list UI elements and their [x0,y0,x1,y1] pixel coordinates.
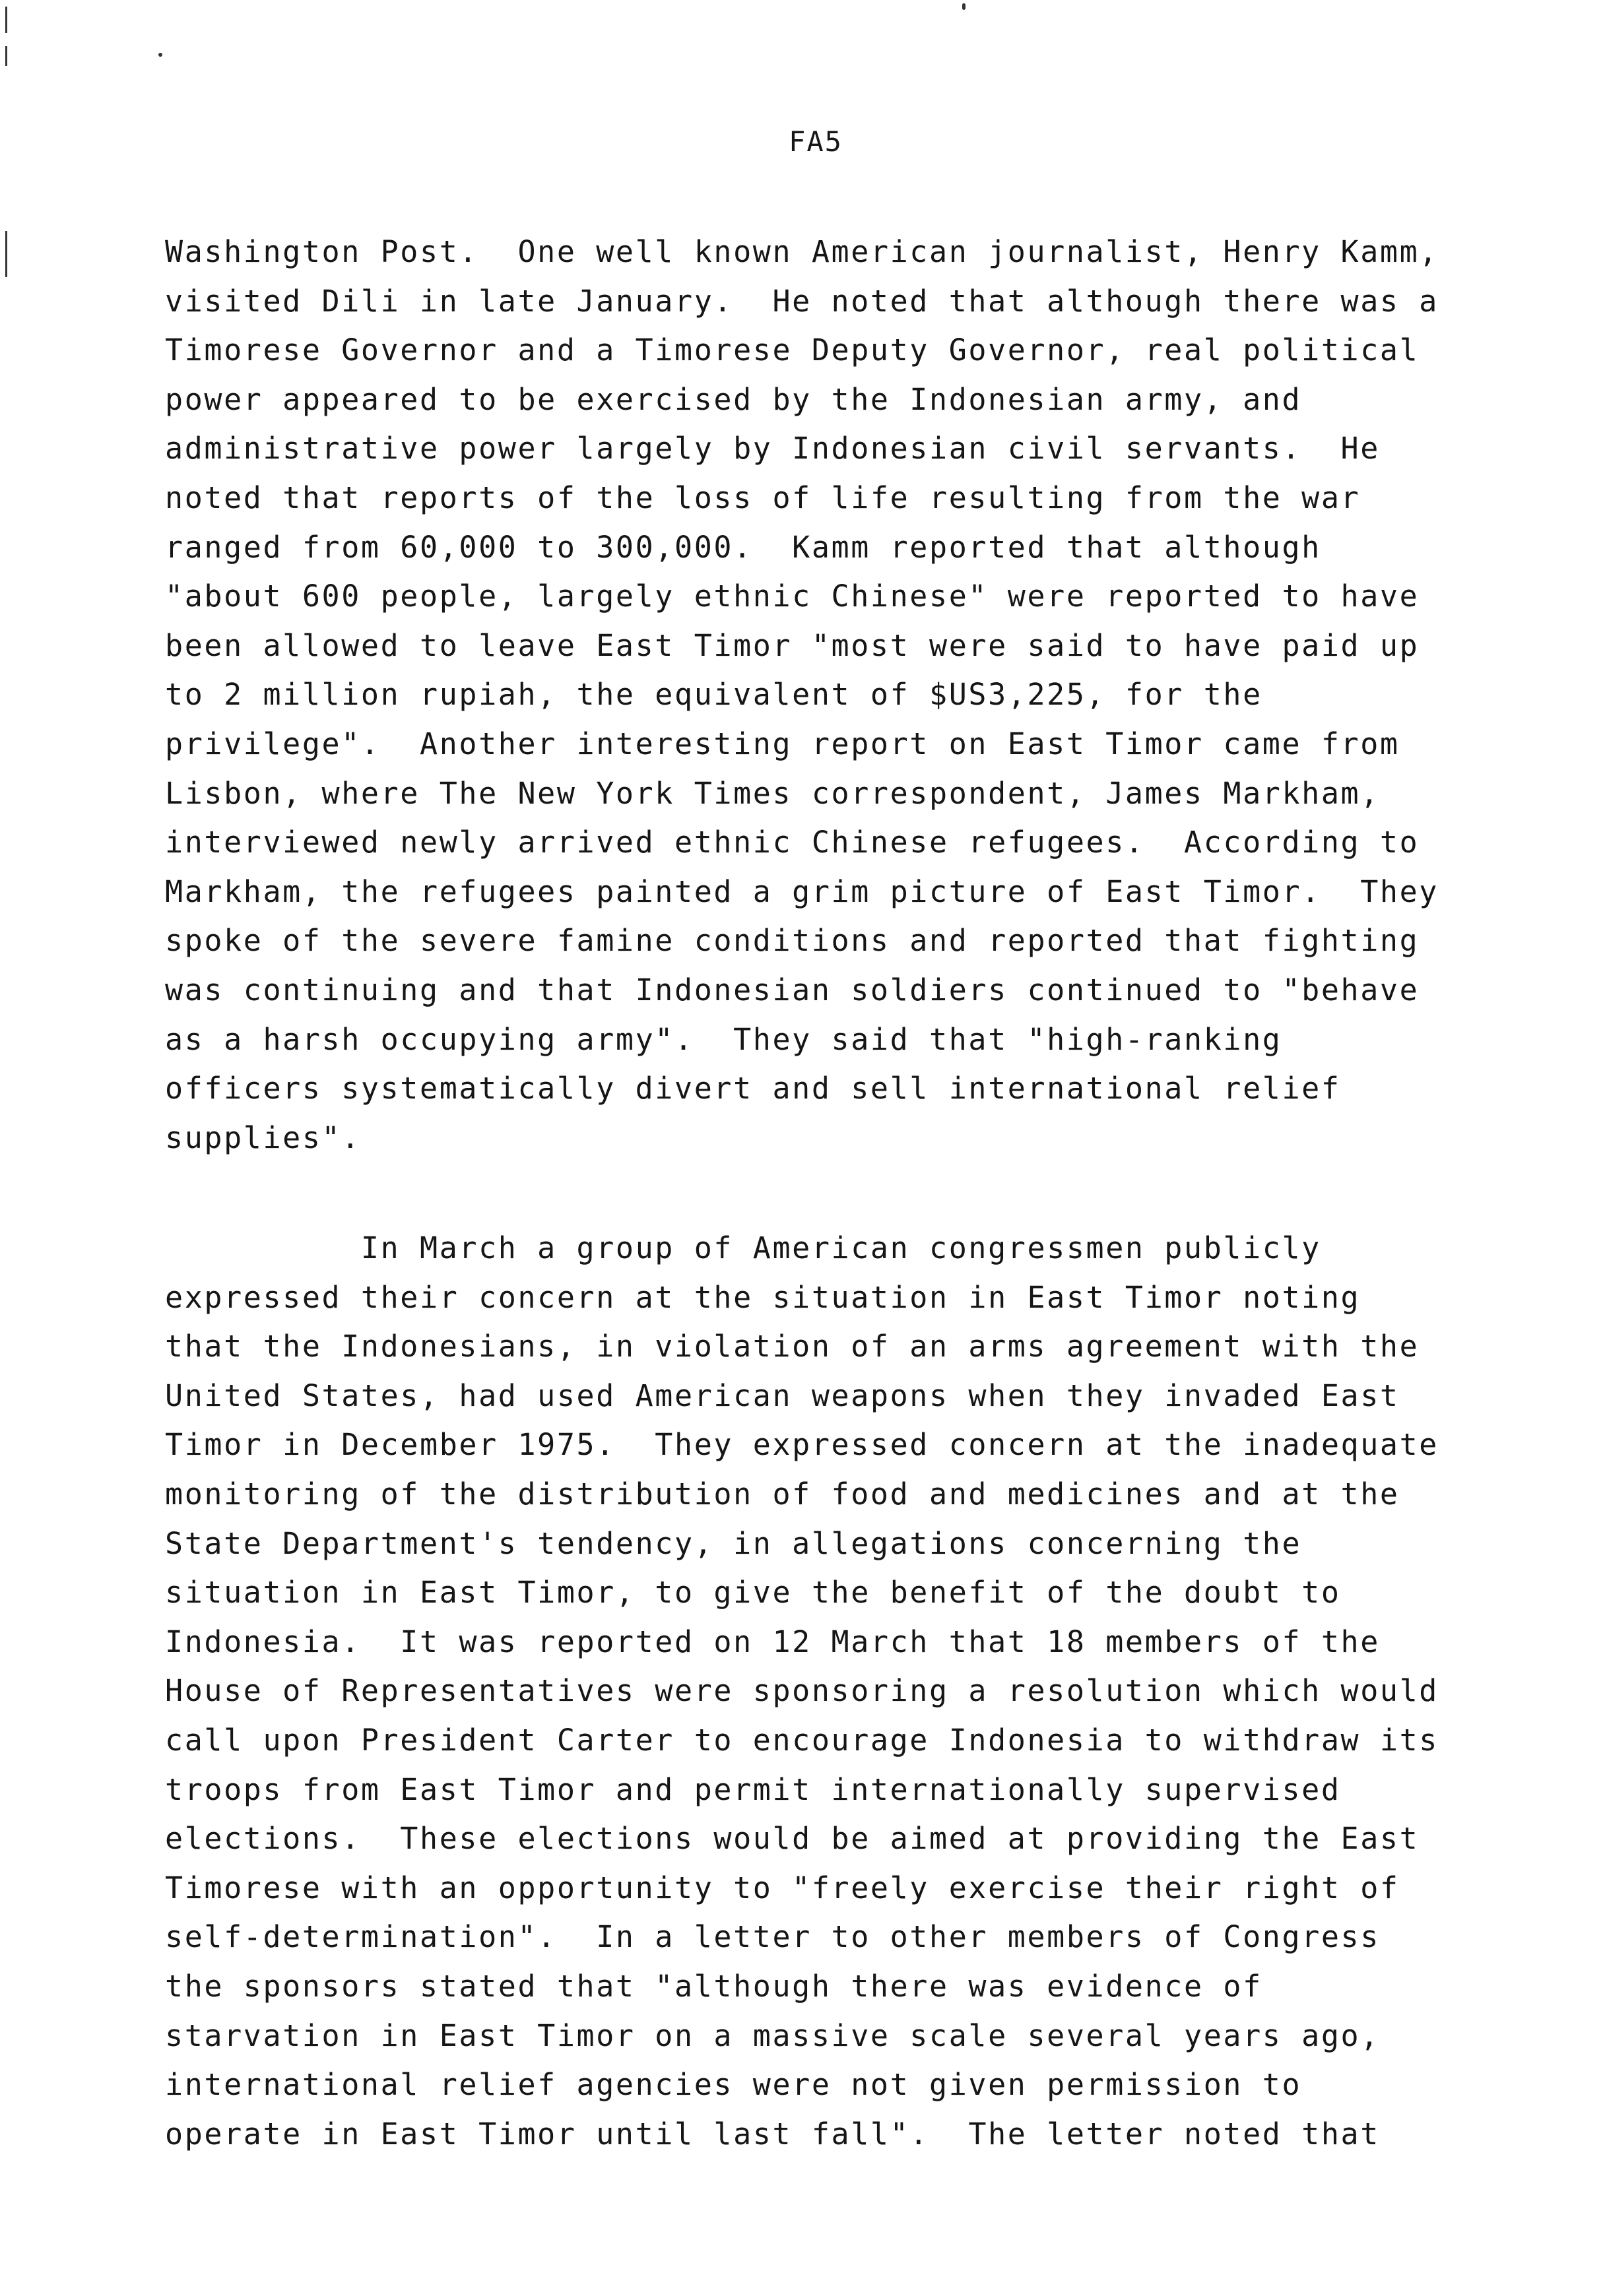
text-line: to 2 million rupiah, the equivalent of $US3,225, for the [165,677,1262,713]
text-line: Timor in December 1975. They expressed concern at the inadequate [165,1427,1439,1463]
text-line: starvation in East Timor on a massive scale several years ago, [165,2018,1380,2053]
text-line: Lisbon, where The New York Times correspondent, James Markham, [165,775,1380,811]
text-line: expressed their concern at the situation in East Timor noting [165,1279,1361,1315]
text-line: been allowed to leave East Timor "most were said to have paid up [165,627,1420,663]
text-line: troops from East Timor and permit internationally supervised [165,1771,1341,1807]
text-line: ranged from 60,000 to 300,000. Kamm reported that although [165,529,1321,565]
text-line: the sponsors stated that "although there was evidence of [165,1968,1262,2004]
scan-speck-2 [962,3,966,10]
text-line: officers systematically divert and sell international relief [165,1071,1341,1106]
text-line: as a harsh occupying army". They said that "high-ranking [165,1021,1282,1057]
text-line: Washington Post. One well known American journalist, Henry Kamm, [165,234,1439,269]
text-line: spoke of the severe famine conditions and reported that fighting [165,923,1420,959]
text-line: administrative power largely by Indonesian civil servants. He [165,431,1380,466]
text-line: noted that reports of the loss of life resulting from the war [165,480,1361,515]
text-line: Timorese with an opportunity to "freely exercise their right of [165,1870,1400,1905]
paragraph-1 [165,228,1524,1163]
scan-speck-1 [158,53,162,57]
text-line: that the Indonesians, in violation of an arms agreement with the [165,1329,1420,1364]
text-line: Indonesia. It was reported on 12 March that 18 members of the [165,1624,1380,1659]
text-line: Markham, the refugees painted a grim picture of East Timor. They [165,874,1439,909]
text-line: United States, had used American weapons when they invaded East [165,1378,1400,1413]
text-line: Timorese Governor and a Timorese Deputy Governor, real political [165,333,1420,368]
text-line: House of Representatives were sponsoring a resolution which would [165,1673,1439,1709]
scan-mark-left-mid [5,231,7,277]
text-line: self-determination". In a letter to other members of Congress [165,1919,1380,1955]
text-line: visited Dili in late January. He noted that although there was a [165,283,1439,319]
text-line: situation in East Timor, to give the benefit of the doubt to [165,1575,1341,1610]
scan-mark-left-top [5,7,7,33]
text-line: call upon President Carter to encourage Indonesia to withdraw its [165,1722,1439,1758]
page-identifier: FA5 [789,125,843,158]
text-line: elections. These elections would be aimed at providing the East [165,1821,1420,1857]
text-line: international relief agencies were not given permission to [165,2067,1302,2103]
scan-mark-left-upper [5,46,7,66]
text-line: power appeared to be exercised by the Indonesian army, and [165,381,1302,417]
text-line: operate in East Timor until last fall". The letter noted that [165,2116,1380,2152]
text-line: "about 600 people, largely ethnic Chinese" were reported to have [165,579,1420,614]
text-line: interviewed newly arrived ethnic Chinese refugees. According to [165,825,1420,860]
paragraph-2 [165,1224,1524,2159]
text-line: monitoring of the distribution of food and medicines and at the [165,1476,1400,1512]
text-line: privilege". Another interesting report on East Timor came from [165,726,1400,761]
text-line: was continuing and that Indonesian soldiers continued to "behave [165,972,1420,1007]
text-line: supplies". [165,1120,361,1155]
text-line: In March a group of American congressmen publicly [165,1230,1321,1265]
text-line: State Department's tendency, in allegations concerning the [165,1525,1302,1561]
